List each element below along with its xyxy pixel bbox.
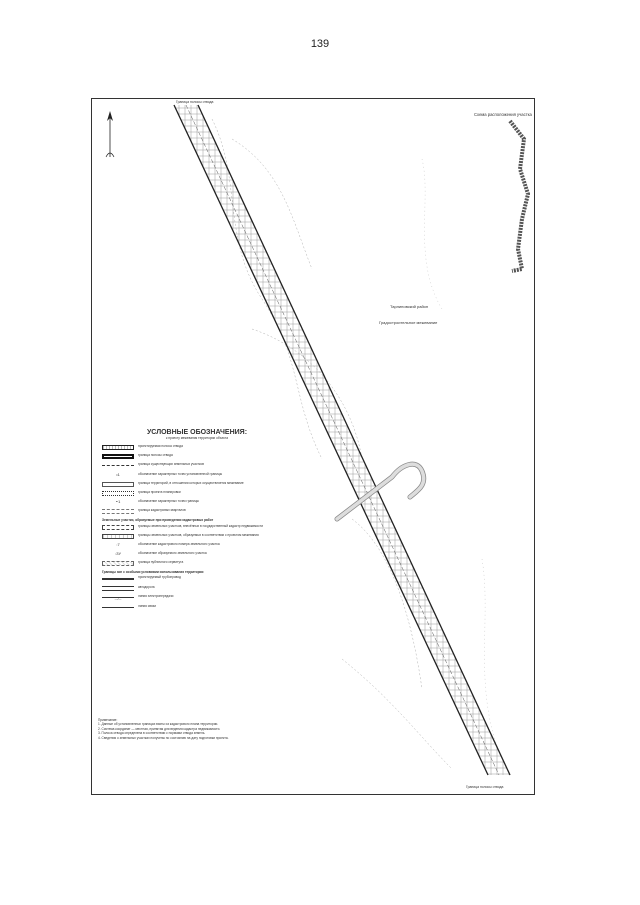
- top-corridor-label: Граница полосы отвода: [176, 100, 214, 104]
- notes: [98, 719, 268, 741]
- place-label: Тарлиновский район: [390, 304, 429, 309]
- place-label: Градостроительное межевание: [379, 320, 438, 325]
- legend-section-heading: Границы зон с особыми условиями использования территории: [102, 569, 204, 574]
- legend-item: :7 обозначение кадастрового номера земельного участка: [116, 541, 220, 547]
- legend-item: границы земельных участков, внесённых в государственный кадастр недвижимости: [102, 525, 292, 531]
- legend-item: граница полосы отвода: [102, 454, 292, 460]
- legend-subtitle: к проекту межевания территории объекта: [166, 436, 228, 440]
- note-line: 2. Система координат — местная, принятая для ведения кадастра недвижимости.: [98, 726, 221, 731]
- north-arrow-icon: [106, 111, 114, 157]
- legend-item: граница кадастровых кварталов: [102, 509, 292, 515]
- legend-item: граница публичного сервитута: [102, 561, 292, 567]
- notes-heading: Примечание:: [98, 718, 118, 722]
- legend-item: граница проекта планировки: [102, 491, 292, 497]
- note-line: 3. Полоса отвода определена в соответствии с нормами отвода земель.: [98, 731, 206, 736]
- legend-item: —/— линия электропередачи: [102, 595, 292, 602]
- legend-item: •1 обозначение характерных точек установленной границы: [116, 471, 222, 477]
- legend-item: проектируемая полоса отвода: [102, 445, 292, 451]
- legend: [102, 429, 292, 615]
- legend-section-heading: Земельные участки, образуемые при проведении кадастровых работ: [102, 517, 214, 522]
- legend-item: автодорога: [102, 586, 292, 592]
- bottom-corridor-label: Граница полосы отвода: [466, 785, 504, 789]
- location-inset: [510, 121, 528, 271]
- page-number: 139: [310, 38, 330, 50]
- legend-item: граница территорий, в отношении которых осуществляется межевание: [102, 482, 292, 488]
- legend-item: :ЗУ обозначение образуемого земельного участка: [114, 550, 207, 556]
- map-sheet: [91, 98, 535, 795]
- note-line: 4. Сведения о земельных участках получены по состоянию на дату подготовки проекта.: [98, 735, 229, 740]
- legend-title: УСЛОВНЫЕ ОБОЗНАЧЕНИЯ:: [146, 429, 248, 436]
- legend-item: ∘1 обозначение характерных точек границы: [115, 498, 199, 504]
- note-line: 1. Данные об установленных границах взяты из кадастрового плана территории.: [98, 722, 219, 727]
- inset-title: Схема расположения участка: [474, 112, 532, 117]
- legend-item: граница существующих земельных участков: [102, 463, 292, 470]
- legend-item: линия связи: [102, 605, 292, 612]
- legend-item: границы земельных участков, образуемых в соответствии с проектом межевания: [102, 534, 292, 540]
- legend-item: проектируемый трубопровод: [102, 576, 292, 583]
